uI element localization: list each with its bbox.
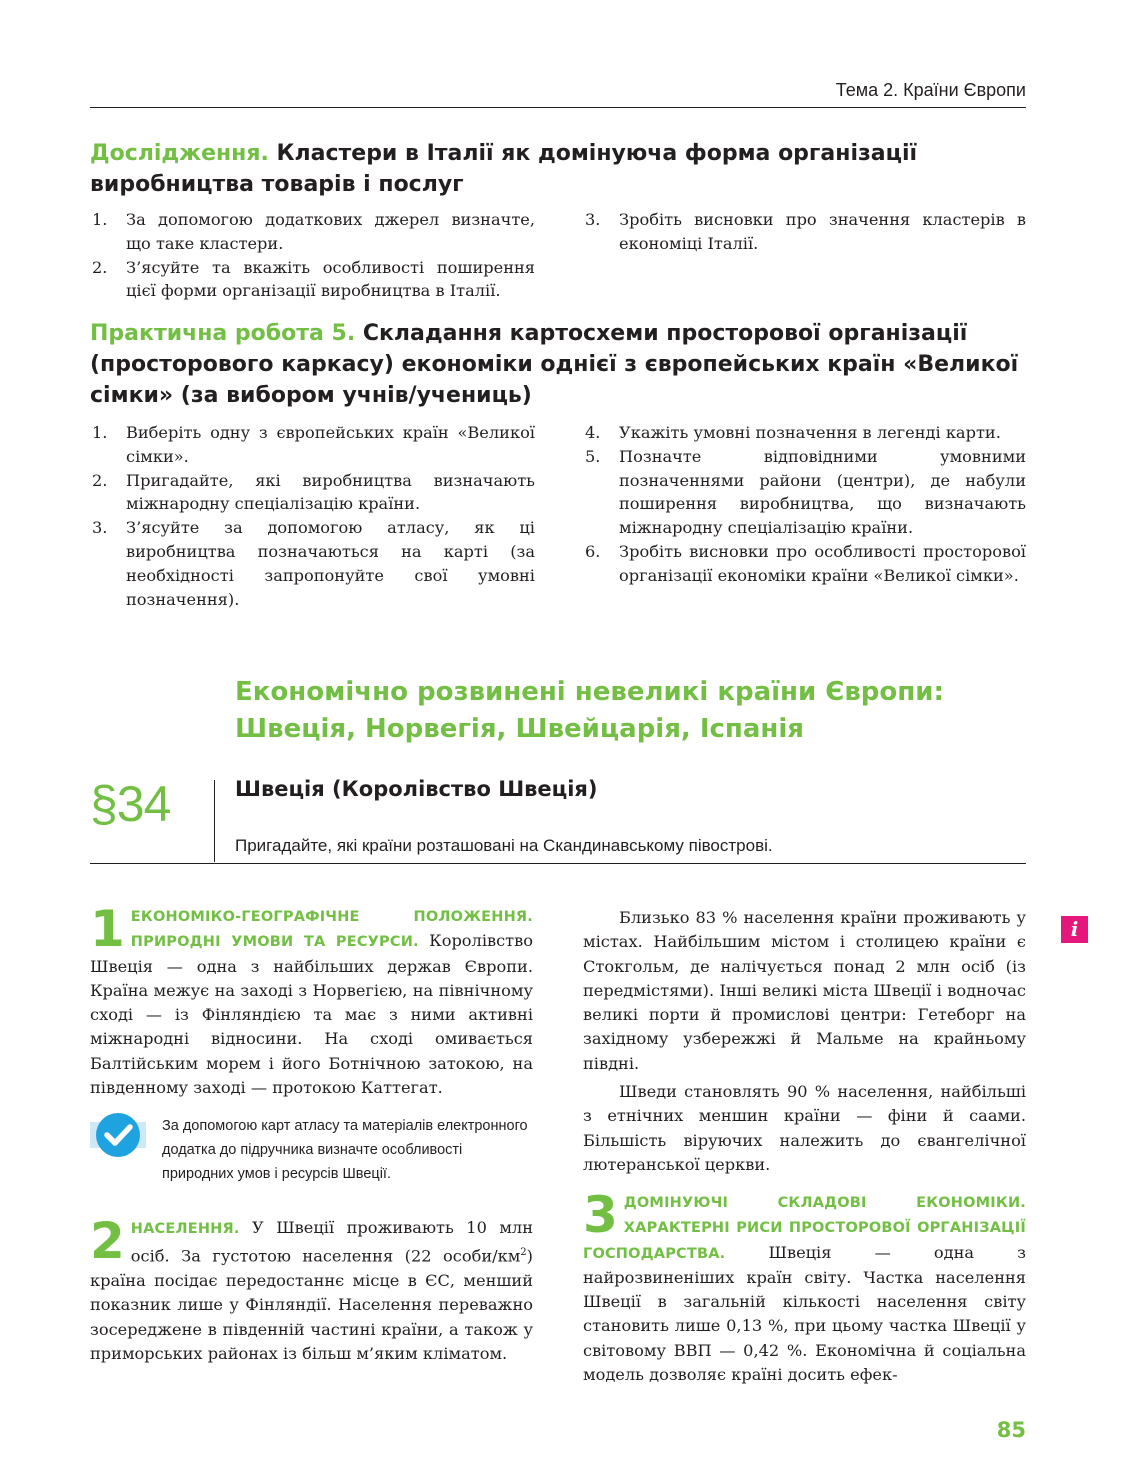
check-circle-icon: [90, 1112, 146, 1160]
section-2-text-b: ) країна посідає передостаннє місце в ЄС, менший показник лише у Фінляндії. Населення переважно зосереджене в південній частині країни, а також у приморських районах із більш м’яким кліматом.: [90, 1246, 533, 1363]
section-1-number: 1: [90, 900, 125, 958]
list-item: 1. Виберіть одну з європейських країн «Великої сімки».: [92, 423, 535, 466]
section-1-heading: ЕКОНОМІКО-ГЕОГРАФІЧНЕ ПОЛОЖЕННЯ. ПРИРОДНІ УМОВИ ТА РЕСУРСИ.: [130, 909, 533, 951]
practical-title: Складання картосхеми просторової організації (просторового каркасу) економіки однієї з європейських країн «Великої сімки» (за вибором учнів/учениць): [90, 321, 1019, 408]
section-3-text: Швеція — одна з найрозвиненіших країн світу. Частка населення Швеції в загальній кількості населення світу становить лише 0,13 %, при цьому частка Швеції у світовому ВВП — 0,42 %. Економічна й соціальна модель дозволяє країні досить ефек-: [583, 1242, 1026, 1385]
ethnic-paragraph: Шведи становлять 90 % населення, найбільші з етнічних меншин країни — фіни й саами. Більшість віруючих належить до євангелічної лютеранської церкви.: [583, 1082, 1026, 1174]
list-item: 3. Зробіть висновки про значення кластерів в економіці Італії.: [585, 210, 1026, 253]
list-item: 4. Укажіть умовні позначення в легенді карти.: [585, 423, 1001, 442]
section-1: [90, 900, 534, 1100]
section-2-heading: НАСЕЛЕННЯ.: [130, 1221, 240, 1237]
research-title: Кластери в Італії як домінуюча форма організації виробництва товарів і послуг: [90, 141, 918, 197]
research-lead: Дослідження.: [90, 141, 269, 166]
paragraph-divider: [214, 780, 215, 862]
section-2-text-a: У Швеції проживають 10 млн осіб. За густотою населення (22 особи/км: [130, 1218, 533, 1266]
population-paragraph: Близько 83 % населення країни проживають у містах. Найбільшим містом і столицею країни є Стокгольм, де налічується понад 2 млн осіб (із передмістями). Інші великі міста Швеції і водночас великі порти й промислові центри: Гетеборг на західному узбережжі й Мальме на крайньому півдні.: [583, 908, 1026, 1073]
page-number: 85: [996, 1418, 1026, 1442]
section-3-number: 3: [583, 1186, 618, 1244]
section-2: [90, 1212, 533, 1366]
practical-heading: [90, 318, 1026, 411]
practical-lead: Практична робота 5.: [90, 321, 356, 346]
section-1-text: Королівство Швеція — одна з найбільших держав Європи. Країна межує на заході з Норвегією, на північному сході — із Фінляндією та має з ними активні міжнародні відносини. На сході омивається Балтійським морем і його Ботнічною затокою, на південному заході — протокою Каттегат.: [90, 931, 534, 1098]
info-icon: i: [1061, 916, 1088, 943]
section-3-heading: ДОМІНУЮЧІ СКЛАДОВІ ЕКОНОМІКИ. ХАРАКТЕРНІ РИСИ ПРОСТОРОВОЇ ОРГАНІЗАЦІЇ ГОСПОДАРСТВА.: [583, 1195, 1026, 1262]
header-divider: [90, 107, 1026, 108]
section-3: [583, 1186, 1026, 1387]
running-header: Тема 2. Країни Європи: [835, 80, 1026, 100]
section-2-superscript: 2: [520, 1247, 527, 1259]
list-item: 6. Зробіть висновки про особливості просторової організації економіки країни «Великої сімки».: [585, 541, 1026, 585]
paragraph-number: §34: [90, 776, 171, 832]
check-note-text: За допомогою карт атласу та матеріалів електронного додатка до підручника визначте особливості природних умов і ресурсів Швеції.: [162, 1118, 528, 1182]
section-2-number: 2: [90, 1212, 125, 1270]
list-item: 2. З’ясуйте та вкажіть особливості поширення цієї форми організації виробництва в Італії.: [92, 257, 535, 301]
list-item: 1. За допомогою додаткових джерел визначте, що таке кластери.: [92, 210, 535, 253]
right-column-paragraphs: [583, 906, 1026, 1177]
paragraph-question: Пригадайте, які країни розташовані на Скандинавському півострові.: [235, 836, 773, 855]
chapter-title-line-1: Економічно розвинені невеликі країни Європи:: [235, 677, 944, 707]
practical-list-left: [90, 421, 535, 611]
research-list-left: [90, 208, 535, 303]
paragraph-title: Швеція (Королівство Швеція): [235, 777, 598, 801]
chapter-title-line-2: Швеція, Норвегія, Швейцарія, Іспанія: [235, 714, 805, 744]
list-item: 2. Пригадайте, які виробництва визначають міжнародну спеціалізацію країни.: [92, 470, 535, 514]
list-item: 3. З’ясуйте за допомогою атласу, як ці виробництва позначаються на карті (за необхідності запропонуйте свої умовні позначення).: [92, 518, 535, 609]
list-item: 5. Позначте відповідними умовними позначеннями райони (центри), де набули поширення виробництва, що визначають міжнародну спеціалізацію країни.: [585, 446, 1026, 538]
chapter-title: [235, 674, 944, 748]
practical-list-right: [583, 421, 1026, 588]
research-list-right: [583, 208, 1026, 256]
paragraph-rule: [90, 863, 1026, 864]
research-heading: [90, 138, 1026, 200]
